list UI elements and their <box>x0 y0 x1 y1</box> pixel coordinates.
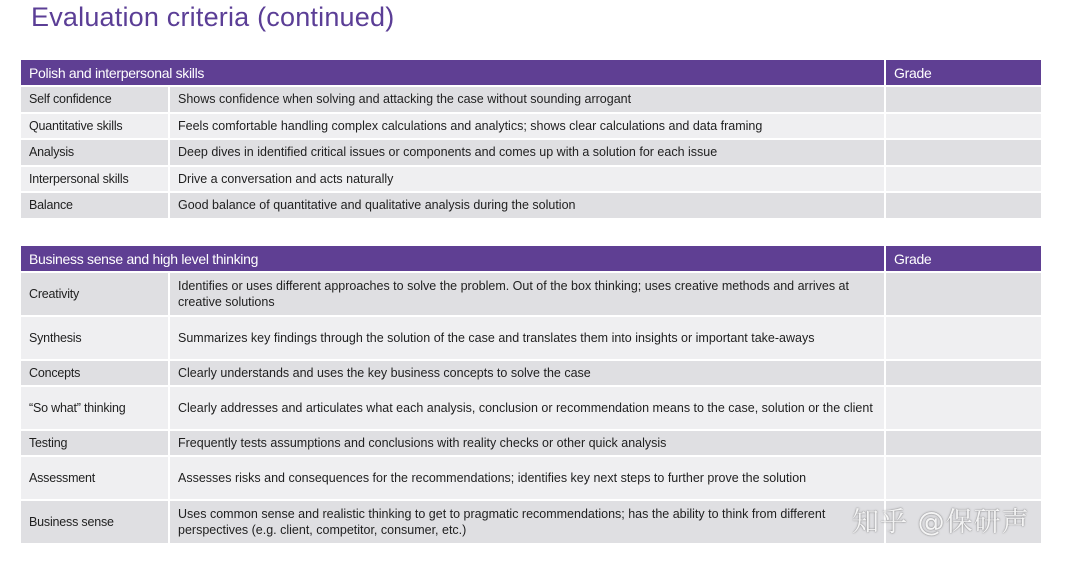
grade-header: Grade <box>884 60 1041 85</box>
criterion-name: Self confidence <box>21 85 168 112</box>
criterion-name: Business sense <box>21 499 168 543</box>
polish-skills-table <box>21 60 1041 218</box>
criterion-name: Concepts <box>21 359 168 385</box>
criterion-description: Feels comfortable handling complex calculations and analytics; shows clear calculations and data framing <box>168 112 884 139</box>
criterion-description: Identifies or uses different approaches to solve the problem. Out of the box thinking; uses creative methods and arrives at creative solutions <box>168 271 884 315</box>
table-row <box>21 165 1041 192</box>
page-title: Evaluation criteria (continued) <box>31 2 395 32</box>
grade-cell[interactable] <box>884 85 1041 112</box>
business-sense-table <box>21 246 1041 543</box>
table-row <box>21 112 1041 139</box>
criterion-name: Balance <box>21 191 168 218</box>
grade-cell[interactable] <box>884 429 1041 455</box>
table-row <box>21 85 1041 112</box>
criterion-name: Quantitative skills <box>21 112 168 139</box>
table-row <box>21 359 1041 385</box>
grade-cell[interactable] <box>884 315 1041 359</box>
criterion-name: Creativity <box>21 271 168 315</box>
table-row <box>21 315 1041 359</box>
criterion-name: Assessment <box>21 455 168 499</box>
grade-header: Grade <box>884 246 1041 271</box>
table-row <box>21 385 1041 429</box>
grade-cell[interactable] <box>884 112 1041 139</box>
section-header: Business sense and high level thinking <box>21 246 884 271</box>
criterion-description: Drive a conversation and acts naturally <box>168 165 884 192</box>
grade-cell[interactable] <box>884 138 1041 165</box>
grade-cell[interactable] <box>884 359 1041 385</box>
grade-cell[interactable] <box>884 191 1041 218</box>
criterion-name: “So what” thinking <box>21 385 168 429</box>
table-row <box>21 429 1041 455</box>
table-row <box>21 138 1041 165</box>
watermark: 知乎 @保研声 <box>852 507 1030 538</box>
criterion-description: Summarizes key findings through the solution of the case and translates them into insights or important take-aways <box>168 315 884 359</box>
criterion-description: Good balance of quantitative and qualitative analysis during the solution <box>168 191 884 218</box>
criterion-name: Interpersonal skills <box>21 165 168 192</box>
table-row <box>21 271 1041 315</box>
criterion-name: Analysis <box>21 138 168 165</box>
criterion-description: Clearly understands and uses the key business concepts to solve the case <box>168 359 884 385</box>
table-row <box>21 191 1041 218</box>
grade-cell[interactable] <box>884 271 1041 315</box>
criterion-description: Uses common sense and realistic thinking to get to pragmatic recommendations; has the ability to think from different perspectives (e.g. client, competitor, consumer, etc.) <box>168 499 884 543</box>
grade-cell[interactable] <box>884 455 1041 499</box>
criterion-description: Clearly addresses and articulates what each analysis, conclusion or recommendation means to the case, solution or the client <box>168 385 884 429</box>
grade-cell[interactable] <box>884 165 1041 192</box>
criterion-description: Frequently tests assumptions and conclusions with reality checks or other quick analysis <box>168 429 884 455</box>
criterion-description: Deep dives in identified critical issues or components and comes up with a solution for each issue <box>168 138 884 165</box>
criterion-name: Synthesis <box>21 315 168 359</box>
section-header: Polish and interpersonal skills <box>21 60 884 85</box>
criterion-description: Shows confidence when solving and attacking the case without sounding arrogant <box>168 85 884 112</box>
criterion-description: Assesses risks and consequences for the recommendations; identifies key next steps to further prove the solution <box>168 455 884 499</box>
grade-cell[interactable] <box>884 385 1041 429</box>
criterion-name: Testing <box>21 429 168 455</box>
table-row <box>21 455 1041 499</box>
